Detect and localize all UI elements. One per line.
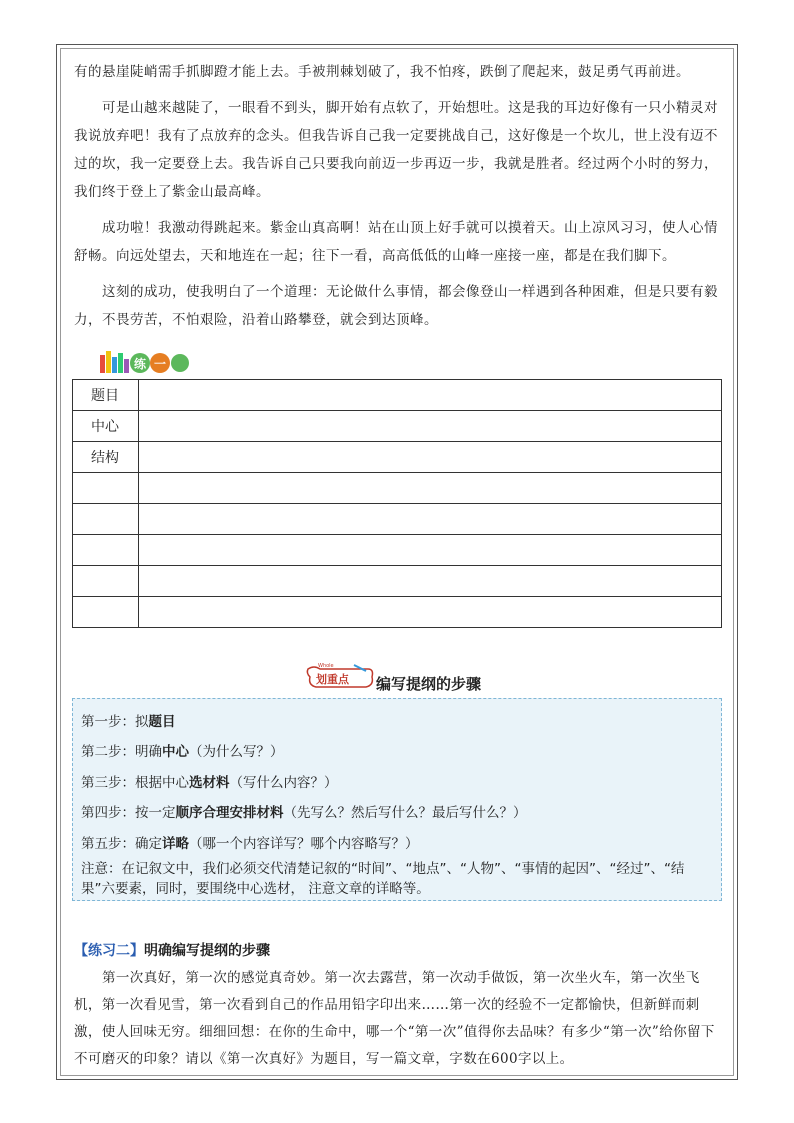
practice-badge xyxy=(98,345,190,388)
exercise-heading xyxy=(74,940,270,960)
table-row xyxy=(73,442,722,473)
steps-section-title: 编写提纲的步骤 xyxy=(376,675,482,693)
step-1 xyxy=(81,710,176,730)
table-row xyxy=(73,380,722,411)
step-2-prefix: 第二步：明确 xyxy=(81,744,162,760)
step-3-suffix: （写什么内容？） xyxy=(229,775,338,791)
step-2 xyxy=(81,740,284,760)
step-5-prefix: 第五步：确定 xyxy=(81,836,162,852)
table-row xyxy=(73,535,722,566)
step-1-keyword: 题目 xyxy=(148,714,176,730)
step-4-prefix: 第四步：按一定 xyxy=(81,805,176,821)
row-value-input[interactable] xyxy=(139,380,722,411)
step-2-suffix: （为什么写？） xyxy=(189,744,284,760)
exercise-bracket: 【练习二】 xyxy=(74,943,144,959)
row-value-input[interactable] xyxy=(139,535,722,566)
step-5-suffix: （哪一个内容详写？哪个内容略写？） xyxy=(189,836,419,852)
row-value-input[interactable] xyxy=(139,504,722,535)
step-3-prefix: 第三步：根据中心 xyxy=(81,775,189,791)
step-2-keyword: 中心 xyxy=(162,744,189,760)
table-row xyxy=(73,473,722,504)
step-5 xyxy=(81,832,419,852)
step-3-keyword: 选材料 xyxy=(189,775,230,791)
exercise-body: 第一次真好，第一次的感觉真奇妙。第一次去露营，第一次动手做饭，第一次坐火车，第一次坐飞机，第一次看见雪，第一次看到自己的作品用铅字印出来……第一次的经验不一定都愉快，但新鲜而刺激，使人回味无穷。细细回想：在你的生命中，哪一个“第一次”值得你去品味？有多少“第一次”给你留下不可磨灭的印象？请以《第一次真好》为题目，写一篇文章，字数在600字以上。 xyxy=(74,970,715,1067)
row-label xyxy=(73,473,139,504)
row-value-input[interactable] xyxy=(139,411,722,442)
step-3 xyxy=(81,771,338,791)
key-point-badge-label: 划重点 xyxy=(316,673,349,686)
table-row xyxy=(73,504,722,535)
row-value-input[interactable] xyxy=(139,442,722,473)
practice-badge-label: 练一练 xyxy=(134,357,175,388)
step-5-keyword: 详略 xyxy=(162,836,189,852)
steps-note: 注意：在记叙文中，我们必须交代清楚记叙的“时间”、“地点”、“人物”、“事情的起因”、“经过”、“结果”六要素，同时，要围绕中心选材， 注意文章的详略等。 xyxy=(81,861,685,897)
step-4 xyxy=(81,801,527,821)
step-1-prefix: 第一步：拟 xyxy=(81,714,149,730)
key-point-badge xyxy=(304,663,376,691)
story-paragraph-1: 有的悬崖陡峭需手抓脚蹬才能上去。手被荆棘划破了，我不怕疼，跌倒了爬起来，鼓足勇气再前进。 xyxy=(74,64,690,80)
row-label: 结构 xyxy=(73,442,139,473)
step-4-suffix: （先写么？然后写什么？最后写什么？） xyxy=(283,805,527,821)
row-label xyxy=(73,566,139,597)
key-point-badge-small: Whole xyxy=(318,663,334,669)
row-label xyxy=(73,535,139,566)
outline-table xyxy=(72,379,722,628)
story-paragraph-2: 可是山越来越陡了，一眼看不到头，脚开始有点软了，开始想吐。这是我的耳边好像有一只小精灵对我说放弃吧！我有了点放弃的念头。但我告诉自己我一定要挑战自己，这好像是一个坎儿，世上没有迈不过的坎，我一定要登上去。我告诉自己只要我向前迈一步再迈一步，我就是胜者。经过两个小时的努力，我们终于登上了紫金山最高峰。 xyxy=(74,100,718,200)
steps-box xyxy=(72,698,722,901)
row-value-input[interactable] xyxy=(139,473,722,504)
row-label xyxy=(73,504,139,535)
row-label: 题目 xyxy=(73,380,139,411)
row-label: 中心 xyxy=(73,411,139,442)
step-4-keyword: 顺序合理安排材料 xyxy=(175,805,284,821)
story-paragraph-4: 这刻的成功，使我明白了一个道理：无论做什么事情，都会像登山一样遇到各种困难，但是只要有毅力，不畏劳苦，不怕艰险，沿着山路攀登，就会到达顶峰。 xyxy=(74,284,718,328)
exercise-title: 明确编写提纲的步骤 xyxy=(144,943,270,959)
row-value-input[interactable] xyxy=(139,566,722,597)
table-row xyxy=(73,566,722,597)
row-value-input[interactable] xyxy=(139,597,722,628)
table-row xyxy=(73,597,722,628)
row-label xyxy=(73,597,139,628)
table-row xyxy=(73,411,722,442)
story-paragraph-3: 成功啦！我激动得跳起来。紫金山真高啊！站在山顶上好手就可以摸着天。山上凉风习习，使人心情舒畅。向远处望去，天和地连在一起；往下一看，高高低低的山峰一座接一座，都是在我们脚下。 xyxy=(74,220,718,264)
